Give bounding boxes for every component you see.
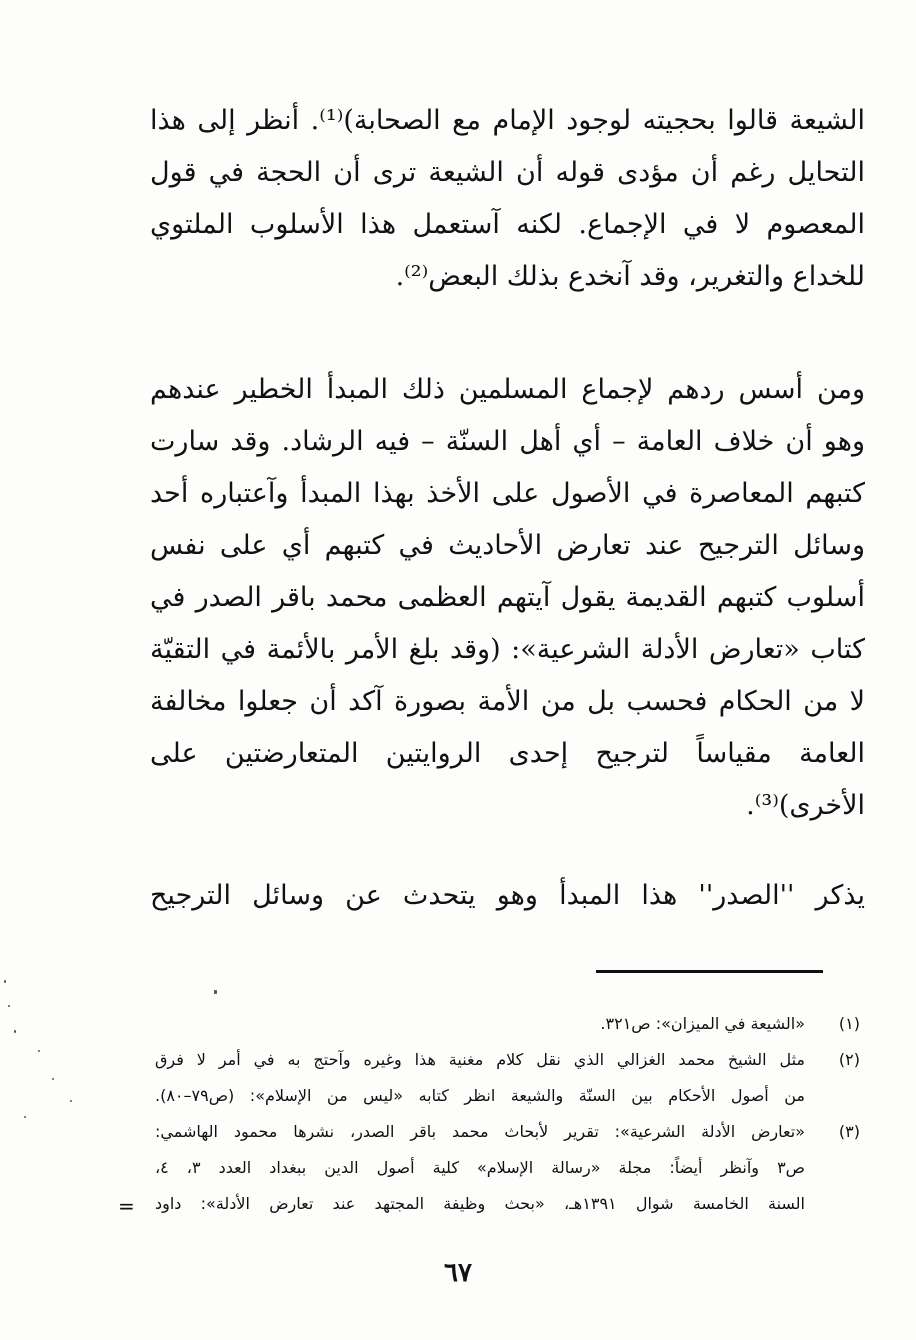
footnote-marker: (٢) [838, 1050, 860, 1069]
paragraph-line: التحايل رغم أن مؤدى قوله أن الشيعة ترى أن الحجة في قول [150, 157, 865, 188]
footnote-line: «تعارض الأدلة الشرعية»: تقرير لأبحاث محمد باقر الصدر، نشرها محمود الهاشمي: [155, 1122, 805, 1141]
paragraph-line: لا من الحكام فحسب بل من الأمة بصورة آكد أن جعلوا مخالفة [150, 686, 865, 717]
footnote-line: ص٣ وآنظر أيضاً: مجلة «رسالة الإسلام» كلية أصول الدين ببغداد العدد ٣، ٤، [155, 1158, 806, 1177]
scan-speck [70, 1100, 72, 1102]
footnote-line: مثل الشيخ محمد الغزالي الذي نقل كلام مغنية هذا وغيره وآحتج به في أمر لا فرق [155, 1050, 805, 1069]
footnote-marker: (٣) [838, 1122, 860, 1141]
scan-speck [8, 1005, 10, 1007]
footnote-body [155, 1114, 805, 1222]
footnote-line: «الشيعة في الميزان»: ص٣٢١. [600, 1014, 805, 1033]
footnote-3 [155, 1114, 860, 1222]
footnotes [155, 1006, 860, 1222]
scan-speck [52, 1078, 54, 1080]
paragraph-3 [150, 870, 865, 922]
footnote-body [155, 1042, 805, 1114]
scan-speck [14, 1030, 16, 1033]
paragraph-line: الشيعة قالوا بحجيته لوجود الإمام مع الصحابة)⁽¹⁾. أنظر إلى هذا [150, 105, 865, 136]
paragraph-line: الأخرى)⁽³⁾. [746, 790, 865, 821]
paragraph-line: يذكر ''الصدر'' هذا المبدأ وهو يتحدث عن وسائل الترجيح [150, 880, 865, 911]
paragraph-line: كتاب «تعارض الأدلة الشرعية»: (وقد بلغ الأمر بالأئمة في التقيّة [150, 634, 865, 665]
paragraph-line: للخداع والتغرير، وقد آنخدع بذلك البعض⁽²⁾. [395, 261, 865, 292]
footnote-marker: (١) [838, 1014, 860, 1033]
paragraph-line: العامة مقياساً لترجيح إحدى الروايتين المتعارضتين على [150, 738, 865, 769]
scan-speck [214, 990, 217, 994]
footnote-1 [155, 1006, 860, 1042]
footnote-2 [155, 1042, 860, 1114]
paragraph-line: المعصوم لا في الإجماع. لكنه آستعمل هذا الأسلوب الملتوي [150, 209, 865, 240]
paragraph-line: وسائل الترجيح عند تعارض الأحاديث في كتبهم أي على نفس [150, 530, 865, 561]
footnote-separator-rule [596, 970, 823, 973]
continuation-mark: = [118, 1194, 135, 1218]
paragraph-line: ومن أسس ردهم لإجماع المسلمين ذلك المبدأ الخطير عندهم [150, 374, 865, 405]
footnote-line: السنة الخامسة شوال ١٣٩١هـ، «بحث وظيفة المجتهد عند تعارض الأدلة»: داود [155, 1194, 805, 1213]
paragraph-line: كتبهم المعاصرة في الأصول على الأخذ بهذا المبدأ وآعتباره أحد [150, 478, 865, 509]
footnote-line: من أصول الأحكام بين السنّة والشيعة انظر كتابه «ليس من الإسلام»: (ص٧٩–٨٠). [155, 1086, 805, 1105]
scan-speck [24, 1116, 26, 1118]
paragraph-line: وهو أن خلاف العامة – أي أهل السنّة – فيه الرشاد. وقد سارت [150, 426, 865, 457]
paragraph-1 [150, 95, 865, 303]
page-number: ٦٧ [444, 1258, 472, 1288]
scan-speck [38, 1050, 40, 1052]
scan-speck [4, 980, 6, 983]
footnote-body [155, 1006, 805, 1042]
paragraph-line: أسلوب كتبهم القديمة يقول آيتهم العظمى محمد باقر الصدر في [150, 582, 865, 613]
paragraph-2 [150, 364, 865, 832]
